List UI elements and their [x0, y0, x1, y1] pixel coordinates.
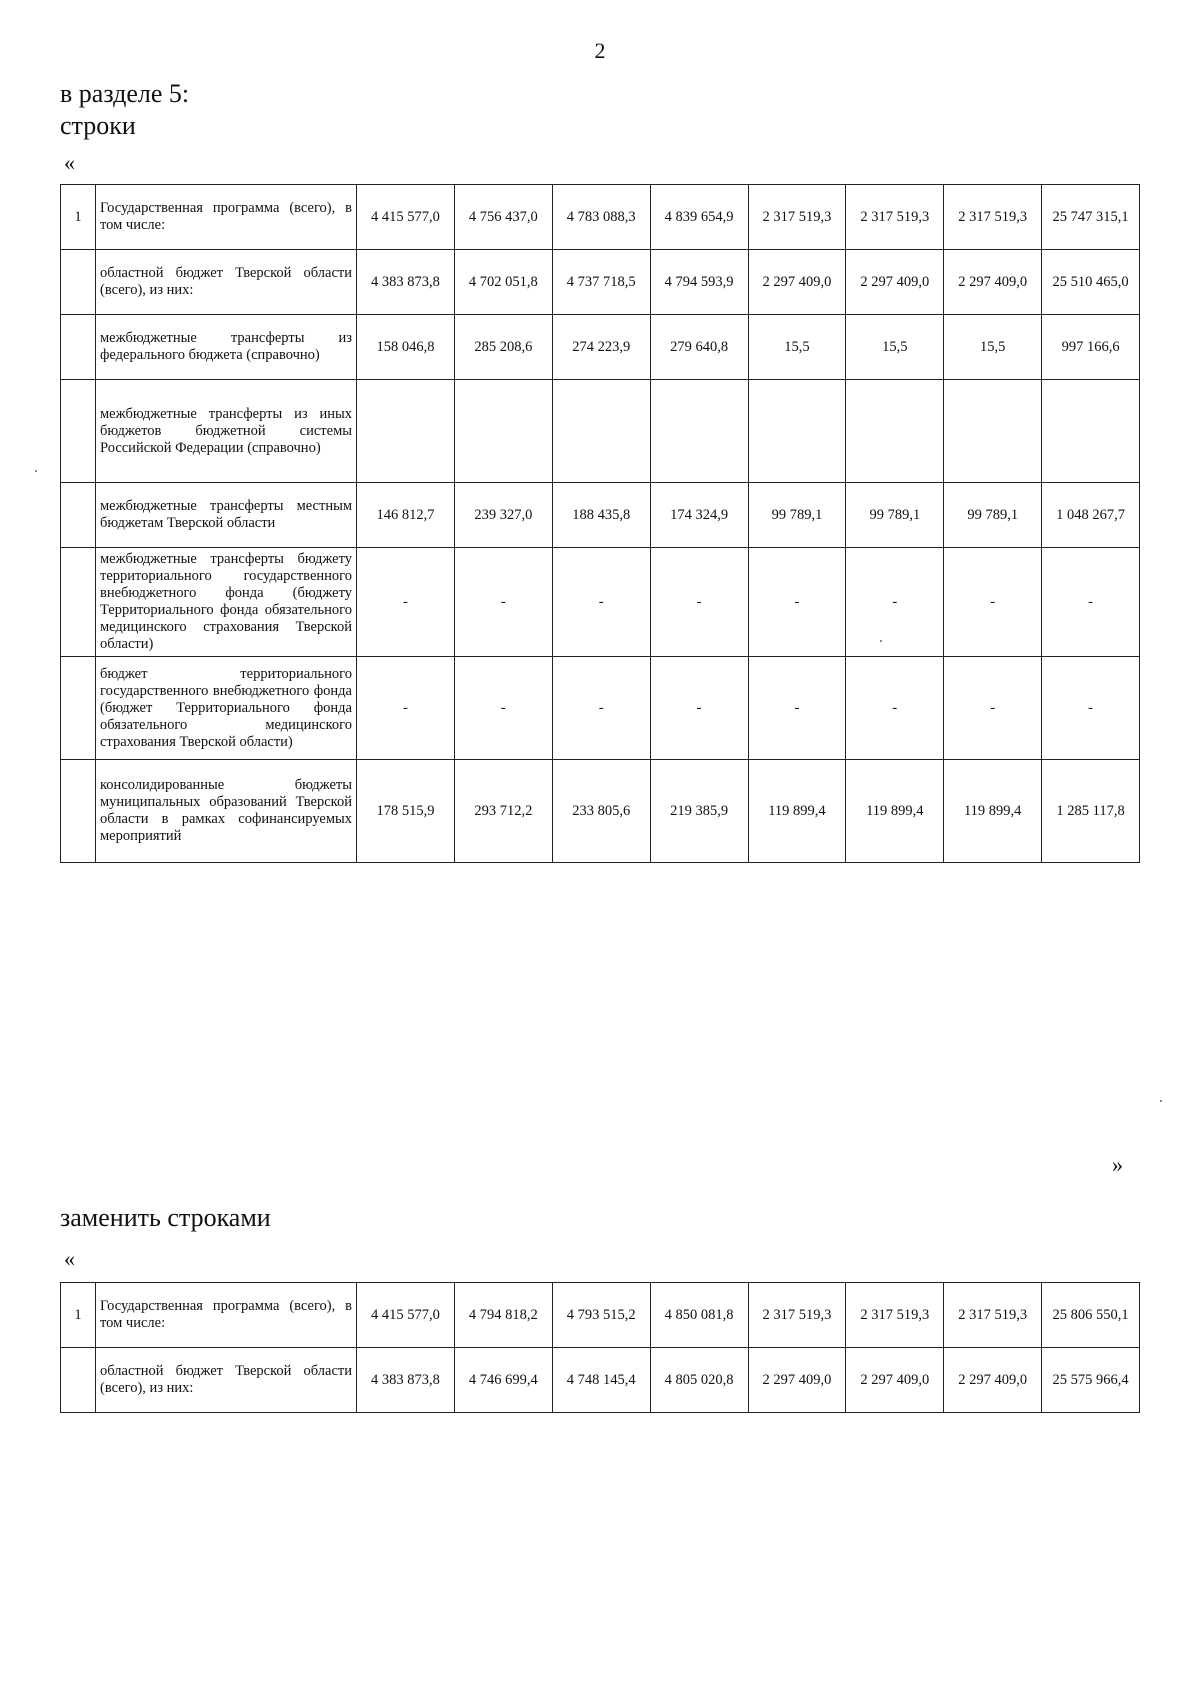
- row-label-cell: областной бюджет Тверской области (всего), из них:: [96, 250, 357, 315]
- value-cell: 174 324,9: [650, 483, 748, 548]
- value-cell: -: [357, 657, 455, 760]
- value-cell: -: [1042, 548, 1140, 657]
- value-cell: [1042, 380, 1140, 483]
- value-cell: 2 317 519,3: [748, 185, 846, 250]
- row-label-cell: межбюджетные трансферты местным бюджетам Тверской области: [96, 483, 357, 548]
- value-cell: 2 317 519,3: [846, 185, 944, 250]
- value-cell: 233 805,6: [552, 760, 650, 863]
- row-label-cell: Государственная программа (всего), в том числе:: [96, 1283, 357, 1348]
- row-label-cell: межбюджетные трансферты из федерального бюджета (справочно): [96, 315, 357, 380]
- value-cell: 119 899,4: [748, 760, 846, 863]
- row-label-cell: межбюджетные трансферты бюджету территориального государственного внебюджетного фонда (бюджету Территориального фонда обязательного медицинского страхования Тверской области): [96, 548, 357, 657]
- value-cell: 4 839 654,9: [650, 185, 748, 250]
- row-label-cell: межбюджетные трансферты из иных бюджетов бюджетной системы Российской Федерации (справочно): [96, 380, 357, 483]
- row-number-cell: 1: [61, 1283, 96, 1348]
- value-cell: -: [846, 657, 944, 760]
- scan-speck: [880, 640, 882, 642]
- row-number-cell: [61, 250, 96, 315]
- value-cell: [944, 380, 1042, 483]
- value-cell: 285 208,6: [454, 315, 552, 380]
- opening-quote-2: «: [64, 1246, 75, 1271]
- value-cell: 239 327,0: [454, 483, 552, 548]
- table-row: [61, 1348, 1140, 1413]
- value-cell: 4 746 699,4: [454, 1348, 552, 1413]
- value-cell: 4 783 088,3: [552, 185, 650, 250]
- value-cell: 2 317 519,3: [846, 1283, 944, 1348]
- value-cell: 1 048 267,7: [1042, 483, 1140, 548]
- value-cell: [454, 380, 552, 483]
- closing-quote: »: [1112, 1152, 1123, 1177]
- value-cell: 219 385,9: [650, 760, 748, 863]
- value-cell: 119 899,4: [944, 760, 1042, 863]
- value-cell: 2 317 519,3: [748, 1283, 846, 1348]
- value-cell: 25 806 550,1: [1042, 1283, 1140, 1348]
- value-cell: 279 640,8: [650, 315, 748, 380]
- value-cell: -: [454, 548, 552, 657]
- value-cell: 4 805 020,8: [650, 1348, 748, 1413]
- value-cell: -: [944, 657, 1042, 760]
- row-label-cell: консолидированные бюджеты муниципальных образований Тверской области в рамках софинансируемых мероприятий: [96, 760, 357, 863]
- value-cell: 1 285 117,8: [1042, 760, 1140, 863]
- table-row: [61, 657, 1140, 760]
- value-cell: [846, 380, 944, 483]
- scan-speck: [35, 470, 37, 472]
- value-cell: 4 794 818,2: [454, 1283, 552, 1348]
- value-cell: 2 297 409,0: [944, 250, 1042, 315]
- value-cell: [357, 380, 455, 483]
- value-cell: [748, 380, 846, 483]
- row-label-cell: Государственная программа (всего), в том числе:: [96, 185, 357, 250]
- value-cell: 4 383 873,8: [357, 1348, 455, 1413]
- value-cell: -: [1042, 657, 1140, 760]
- value-cell: 146 812,7: [357, 483, 455, 548]
- section-heading: [60, 78, 189, 142]
- scan-speck: [1160, 1100, 1162, 1102]
- section-heading-line-2: строки: [60, 111, 136, 140]
- value-cell: 188 435,8: [552, 483, 650, 548]
- value-cell: 4 415 577,0: [357, 185, 455, 250]
- page-number: 2: [594, 38, 606, 63]
- value-cell: 2 317 519,3: [944, 185, 1042, 250]
- table-row: [61, 548, 1140, 657]
- value-cell: 2 297 409,0: [846, 250, 944, 315]
- value-cell: -: [944, 548, 1042, 657]
- value-cell: 2 297 409,0: [846, 1348, 944, 1413]
- value-cell: 15,5: [748, 315, 846, 380]
- row-number-cell: [61, 315, 96, 380]
- row-number-cell: 1: [61, 185, 96, 250]
- value-cell: 158 046,8: [357, 315, 455, 380]
- row-number-cell: [61, 760, 96, 863]
- value-cell: 99 789,1: [748, 483, 846, 548]
- row-label-cell: областной бюджет Тверской области (всего), из них:: [96, 1348, 357, 1413]
- value-cell: 997 166,6: [1042, 315, 1140, 380]
- value-cell: 274 223,9: [552, 315, 650, 380]
- value-cell: 4 702 051,8: [454, 250, 552, 315]
- value-cell: 2 317 519,3: [944, 1283, 1042, 1348]
- value-cell: 2 297 409,0: [944, 1348, 1042, 1413]
- value-cell: 25 747 315,1: [1042, 185, 1140, 250]
- value-cell: 25 575 966,4: [1042, 1348, 1140, 1413]
- value-cell: 4 794 593,9: [650, 250, 748, 315]
- row-label-cell: бюджет территориального государственного внебюджетного фонда (бюджет Территориального фонда обязательного медицинского страхования Тверской области): [96, 657, 357, 760]
- value-cell: 2 297 409,0: [748, 250, 846, 315]
- value-cell: -: [552, 548, 650, 657]
- value-cell: 4 415 577,0: [357, 1283, 455, 1348]
- value-cell: 99 789,1: [846, 483, 944, 548]
- row-number-cell: [61, 548, 96, 657]
- value-cell: 2 297 409,0: [748, 1348, 846, 1413]
- row-number-cell: [61, 483, 96, 548]
- value-cell: 4 850 081,8: [650, 1283, 748, 1348]
- value-cell: 15,5: [846, 315, 944, 380]
- table-row: [61, 1283, 1140, 1348]
- row-number-cell: [61, 657, 96, 760]
- old-rows-table: [60, 184, 1140, 863]
- value-cell: -: [454, 657, 552, 760]
- value-cell: 4 756 437,0: [454, 185, 552, 250]
- value-cell: 4 793 515,2: [552, 1283, 650, 1348]
- row-number-cell: [61, 380, 96, 483]
- value-cell: 15,5: [944, 315, 1042, 380]
- value-cell: -: [748, 657, 846, 760]
- table-row: [61, 380, 1140, 483]
- table-row: [61, 315, 1140, 380]
- value-cell: -: [357, 548, 455, 657]
- value-cell: 4 748 145,4: [552, 1348, 650, 1413]
- value-cell: 178 515,9: [357, 760, 455, 863]
- replace-heading: заменить строками: [60, 1203, 271, 1232]
- value-cell: 99 789,1: [944, 483, 1042, 548]
- value-cell: 4 737 718,5: [552, 250, 650, 315]
- value-cell: 119 899,4: [846, 760, 944, 863]
- value-cell: -: [650, 657, 748, 760]
- table-row: [61, 760, 1140, 863]
- value-cell: 4 383 873,8: [357, 250, 455, 315]
- value-cell: [650, 380, 748, 483]
- value-cell: 25 510 465,0: [1042, 250, 1140, 315]
- table-row: [61, 185, 1140, 250]
- opening-quote: «: [64, 150, 75, 175]
- section-heading-line-1: в разделе 5:: [60, 79, 190, 108]
- table-row: [61, 250, 1140, 315]
- value-cell: -: [846, 548, 944, 657]
- new-rows-table: [60, 1282, 1140, 1413]
- value-cell: 293 712,2: [454, 760, 552, 863]
- value-cell: -: [650, 548, 748, 657]
- value-cell: -: [748, 548, 846, 657]
- value-cell: [552, 380, 650, 483]
- row-number-cell: [61, 1348, 96, 1413]
- value-cell: -: [552, 657, 650, 760]
- table-row: [61, 483, 1140, 548]
